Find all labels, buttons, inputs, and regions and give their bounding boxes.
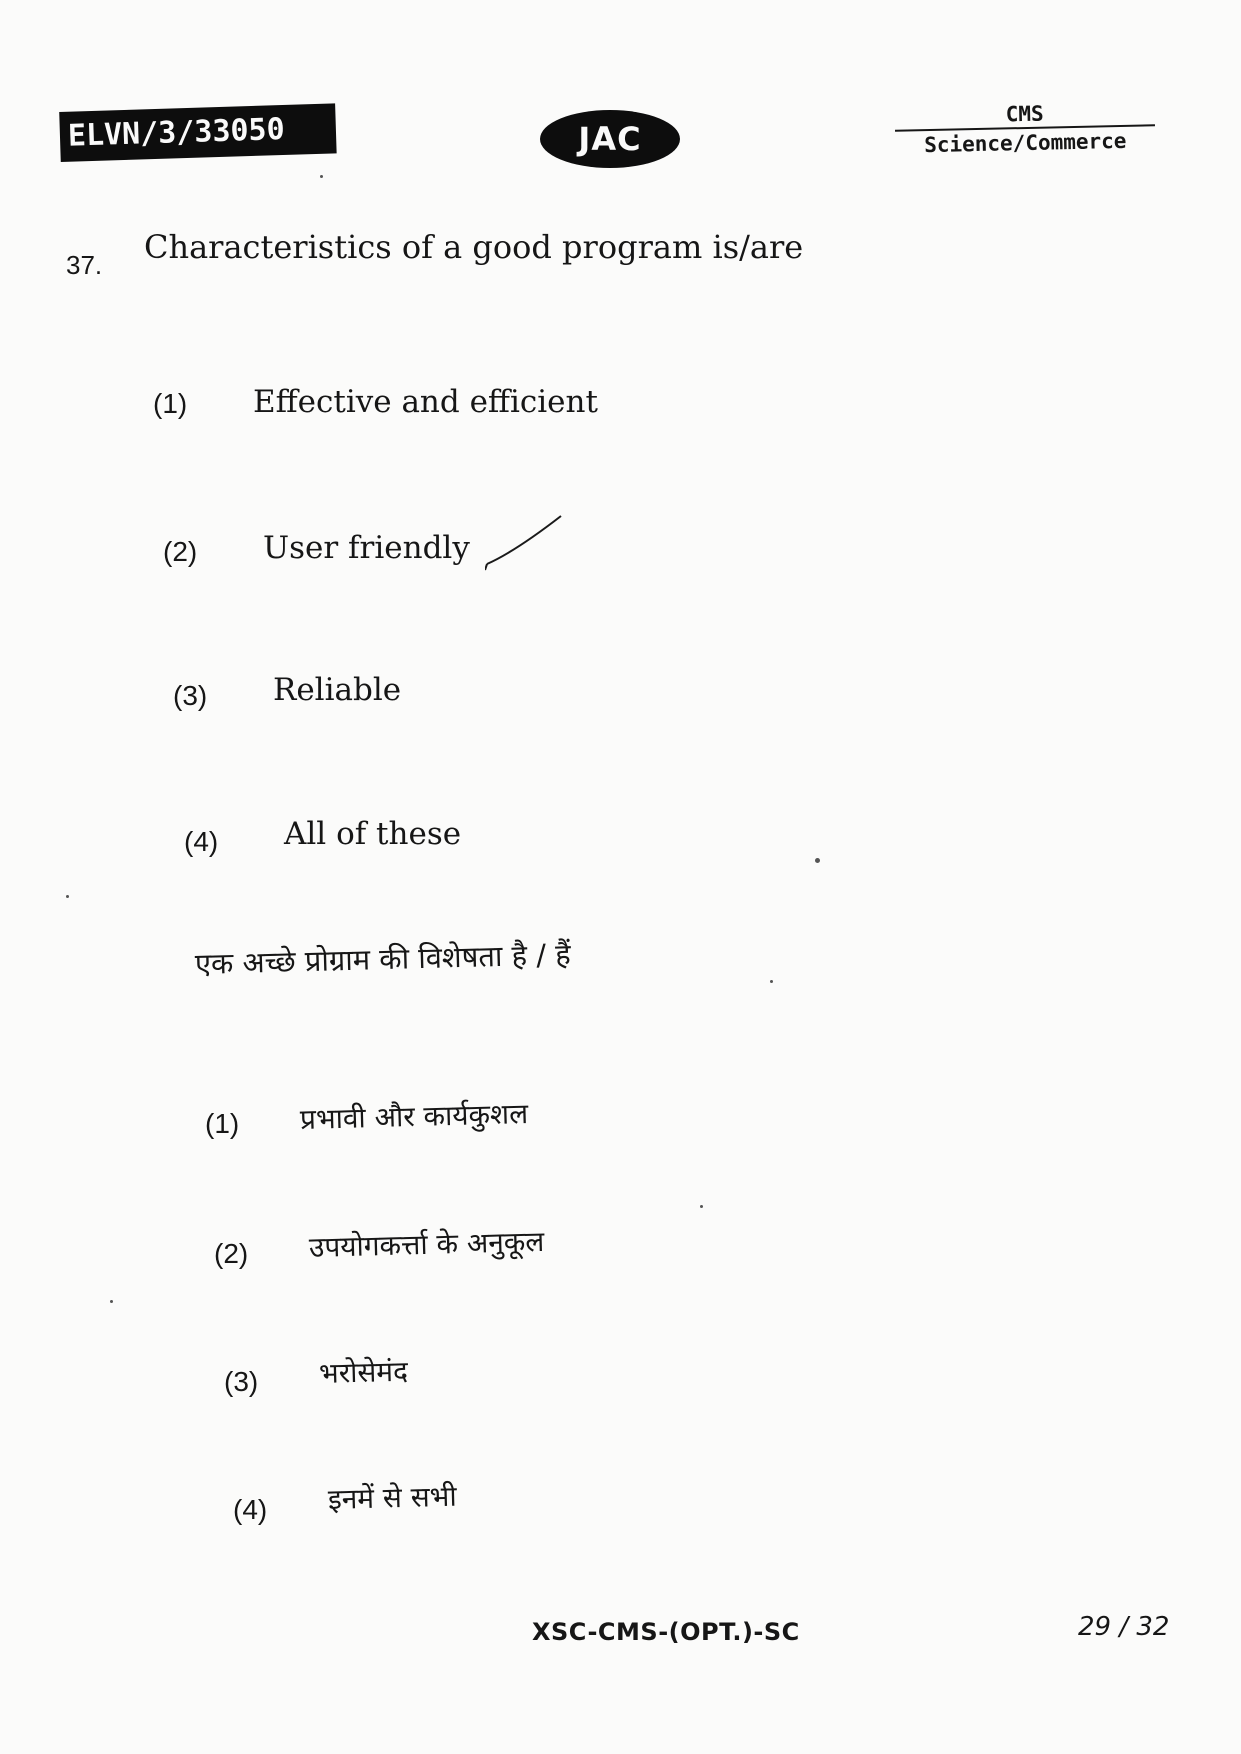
scan-speck — [110, 1300, 113, 1303]
scan-speck — [770, 980, 773, 983]
option-text: All of these — [284, 816, 462, 852]
option-text: Effective and efficient — [253, 384, 598, 420]
option-text: प्रभावी और कार्यकुशल — [299, 1097, 529, 1136]
option-number: (4) — [233, 1494, 268, 1525]
option-number: (3) — [224, 1366, 259, 1397]
scan-speck — [320, 175, 323, 178]
question-text-english: Characteristics of a good program is/are — [144, 228, 804, 266]
page-number: 29 / 32 — [1078, 1612, 1170, 1642]
scan-speck — [700, 1205, 703, 1208]
scan-speck — [815, 858, 820, 863]
option-text: Reliable — [273, 672, 402, 708]
option-text: User friendly — [263, 530, 470, 566]
board-logo: JAC — [540, 110, 680, 168]
option-text: उपयोगकर्त्ता के अनुकूल — [308, 1224, 545, 1264]
question-number: 37. — [66, 250, 103, 280]
pen-tick-mark — [485, 512, 565, 572]
option-text: इनमें से सभी — [327, 1479, 458, 1516]
option-number: (1) — [205, 1108, 240, 1139]
option-text: भरोसेमंद — [318, 1354, 409, 1390]
option-number: (3) — [173, 680, 208, 711]
paper-code-badge: ELVN/3/33050 — [59, 103, 336, 162]
option-number: (2) — [214, 1238, 249, 1269]
option-number: (1) — [153, 388, 188, 419]
exam-code: XSC-CMS-(OPT.)-SC — [532, 1618, 800, 1646]
option-number: (4) — [184, 826, 219, 857]
question-text-hindi: एक अच्छे प्रोग्राम की विशेषता है / हैं — [194, 937, 572, 981]
course-label — [894, 99, 1155, 157]
stream-label: Science/Commerce — [923, 128, 1127, 158]
scan-speck — [66, 895, 69, 898]
option-number: (2) — [163, 536, 198, 567]
subject-code: CMS — [1005, 101, 1044, 127]
